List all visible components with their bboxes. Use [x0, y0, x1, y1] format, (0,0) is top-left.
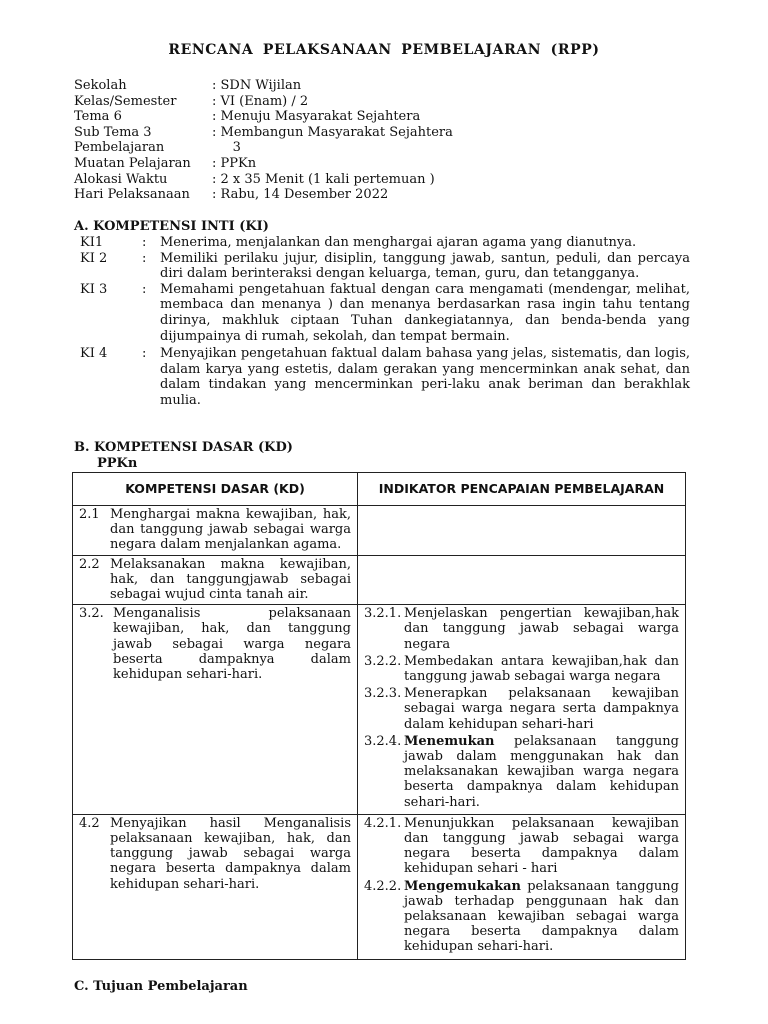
kd-table-header [73, 473, 686, 506]
section-a-heading: A. KOMPETENSI INTI (KI) [74, 219, 269, 234]
table-row [73, 555, 686, 605]
info-row [74, 109, 453, 125]
info-value: : VI (Enam) / 2 [212, 93, 309, 109]
kd-item [79, 557, 351, 603]
section-c-heading: C. Tujuan Pembelajaran [74, 979, 248, 994]
table-row [73, 814, 686, 959]
kd-item [79, 816, 351, 892]
ki-item [80, 346, 690, 408]
indicator-cell [358, 506, 686, 556]
indicator-column-header: INDIKATOR PENCAPAIAN PEMBELAJARAN [358, 473, 686, 506]
ki-code: KI 2 [80, 250, 108, 266]
kd-table [72, 472, 686, 960]
indicator-item [364, 686, 679, 732]
kd-cell [73, 605, 358, 815]
indicator-number: 3.2.3. [364, 686, 402, 702]
ki-item [80, 251, 690, 282]
kd-column-header: KOMPETENSI DASAR (KD) [73, 473, 358, 506]
indicator-item [364, 606, 679, 652]
info-label: Kelas/Semester [74, 93, 177, 109]
kd-cell [73, 506, 358, 556]
indicator-text [404, 654, 679, 684]
table-row [73, 506, 686, 556]
indicator-item [364, 734, 679, 810]
indicator-number: 4.2.1. [364, 815, 402, 831]
indicator-item [364, 879, 679, 955]
ki-text: Menyajikan pengetahuan faktual dalam bahasa yang jelas, sistematis, dan logis, dalam karya yang estetis, dalam gerakan yang mencerminkan anak sehat, dan dalam tindakan yang mencerminkan peri-laku anak beriman dan berakhlak mulia. [160, 346, 690, 408]
info-row [74, 172, 453, 188]
indicator-text [404, 879, 679, 955]
info-row [74, 156, 453, 172]
ki-colon: : [142, 250, 147, 266]
ki-list [80, 235, 690, 411]
kd-number: 4.2 [79, 815, 100, 831]
kd-number: 2.1 [79, 507, 100, 522]
info-row [74, 140, 453, 156]
table-row [73, 605, 686, 815]
ki-code: KI 4 [80, 346, 108, 362]
info-label: Sub Tema 3 [74, 124, 152, 140]
indicator-text [404, 686, 679, 732]
indicator-body: Membedakan antara kewajiban,hak dan tanggung jawab sebagai warga negara [404, 653, 679, 685]
indicator-cell [358, 814, 686, 959]
info-value: : SDN Wijilan [212, 78, 302, 93]
info-label: Sekolah [74, 78, 127, 93]
info-value: 3 [212, 140, 241, 156]
kd-cell [73, 814, 358, 959]
indicator-number: 3.2.4. [364, 733, 402, 749]
section-b-subject: PPKn [97, 456, 138, 471]
ki-colon: : [142, 235, 147, 250]
indicator-item [364, 816, 679, 877]
indicator-body: pelaksanaan tanggung jawab terhadap penggunaan hak dan pelaksanaan kewajiban sebagai warga negara beserta dampaknya dalam kehidupan sehari-hari. [404, 878, 679, 955]
ki-colon: : [142, 281, 147, 297]
indicator-body: pelaksanaan tanggung jawab dalam menggunakan hak dan melaksanakan kewajiban warga negara beserta dampaknya dalam kehidupan sehari-hari. [404, 733, 679, 810]
kd-item [79, 606, 351, 682]
kd-text: Menghargai makna kewajiban, hak, dan tanggung jawab sebagai warga negara dalam menjalankan agama. [110, 507, 351, 553]
info-label: Hari Pelaksanaan [74, 187, 190, 203]
info-value: : 2 x 35 Menit (1 kali pertemuan ) [212, 171, 435, 187]
indicator-body: Menerapkan pelaksanaan kewajiban sebagai warga negara serta dampaknya dalam kehidupan sehari-hari [404, 686, 679, 732]
kd-number: 2.2 [79, 556, 100, 572]
info-value: : Rabu, 14 Desember 2022 [212, 187, 389, 203]
info-value: : Menuju Masyarakat Sejahtera [212, 109, 421, 125]
section-b-heading: B. KOMPETENSI DASAR (KD) [74, 440, 293, 455]
indicator-text [404, 734, 679, 810]
kd-item [79, 507, 351, 553]
info-row [74, 94, 453, 110]
info-label: Alokasi Waktu [74, 171, 168, 187]
indicator-keyword: Menemukan [404, 733, 495, 749]
ki-item [80, 235, 690, 251]
indicator-body: Menunjukkan pelaksanaan kewajiban dan tanggung jawab sebagai warga negara beserta dampaknya dalam kehidupan sehari - hari [404, 815, 679, 877]
info-value: : Membangun Masyarakat Sejahtera [212, 124, 453, 140]
identity-block [74, 78, 453, 203]
indicator-text [404, 816, 679, 877]
ki-text: Memahami pengetahuan faktual dengan cara mengamati (mendengar, melihat, membaca dan menanya ) dan menanya berdasarkan rasa ingin tahu tentang dirinya, makhluk ciptaan Tuhan dankegiatannya, dan benda-benda yang dijumpainya di rumah, sekolah, dan tempat bermain. [160, 281, 690, 344]
ki-text: Memiliki perilaku jujur, disiplin, tanggung jawab, santun, peduli, dan percaya diri dalam berinteraksi dengan keluarga, teman, guru, dan tetangganya. [160, 250, 690, 282]
indicator-number: 3.2.2. [364, 653, 402, 669]
info-label: Muatan Pelajaran [74, 155, 191, 171]
kd-table-body [73, 506, 686, 960]
info-value: : PPKn [212, 155, 257, 171]
indicator-number: 4.2.2. [364, 878, 402, 894]
kd-text: Menyajikan hasil Menganalisis pelaksanaan kewajiban, hak, dan tanggung jawab sebagai warga negara beserta dampaknya dalam kehidupan sehari-hari. [110, 815, 351, 892]
ki-item [80, 282, 690, 344]
info-row [74, 125, 453, 141]
ki-code: KI 3 [80, 281, 108, 297]
indicator-cell [358, 605, 686, 815]
ki-colon: : [142, 346, 147, 362]
indicator-item [364, 654, 679, 684]
ki-code: KI1 [80, 235, 104, 250]
indicator-text [404, 606, 679, 652]
kd-text: Melaksanakan makna kewajiban, hak, dan tanggungjawab sebagai sebagai wujud cinta tanah air. [110, 556, 351, 603]
indicator-body: Menjelaskan pengertian kewajiban,hak dan tanggung jawab sebagai warga negara [404, 606, 679, 652]
kd-number: 3.2. [79, 606, 104, 622]
info-label: Pembelajaran [74, 140, 165, 156]
info-row [74, 187, 453, 203]
info-row [74, 78, 453, 94]
indicator-cell [358, 555, 686, 605]
ki-text: Menerima, menjalankan dan menghargai ajaran agama yang dianutnya. [160, 235, 637, 250]
page-title: RENCANA PELAKSANAAN PEMBELAJARAN (RPP) [168, 42, 600, 58]
kd-text: Menganalisis pelaksanaan kewajiban, hak, dan tanggung jawab sebagai warga negara beserta dampaknya dalam kehidupan sehari-hari. [113, 606, 351, 683]
info-label: Tema 6 [74, 109, 122, 125]
kd-cell [73, 555, 358, 605]
indicator-number: 3.2.1. [364, 606, 402, 622]
indicator-keyword: Mengemukakan [404, 878, 521, 894]
